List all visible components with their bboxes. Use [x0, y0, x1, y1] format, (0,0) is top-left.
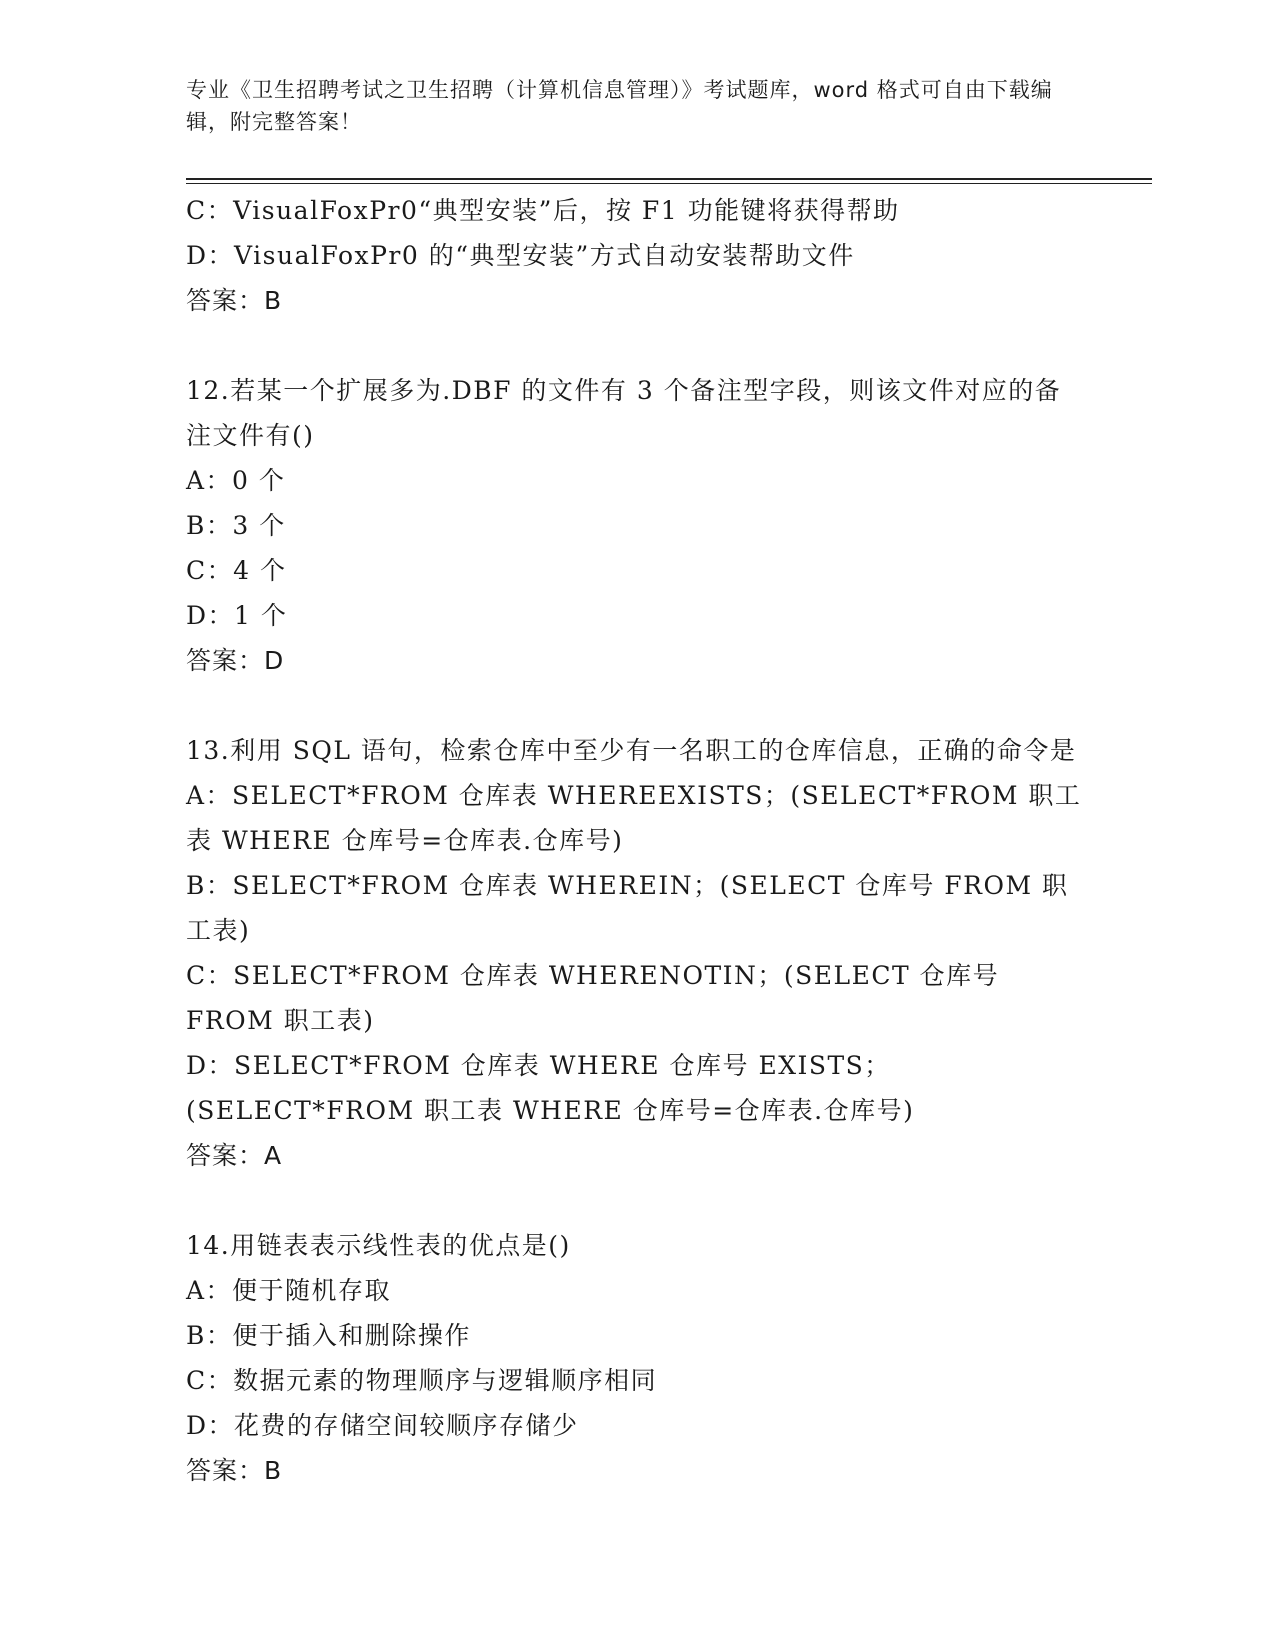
option-a: A：0 个 — [186, 466, 286, 495]
question-text: 12.若某一个扩展多为.DBF 的文件有 3 个备注型字段，则该文件对应的备注文件有() — [186, 376, 1062, 450]
question-text: 14.用链表表示线性表的优点是() — [186, 1231, 571, 1260]
option-c: C：4 个 — [186, 556, 287, 585]
option-c: C：数据元素的物理顺序与逻辑顺序相同 — [186, 1366, 658, 1395]
option-c: C：SELECT*FROM 仓库表 WHERENOTIN；(SELECT 仓库号 FROM 职工表) — [186, 961, 1000, 1035]
option-b: B：SELECT*FROM 仓库表 WHEREIN；(SELECT 仓库号 FROM 职工表) — [186, 871, 1069, 945]
answer: 答案：A — [186, 1141, 283, 1170]
header-rule-thin — [186, 183, 1152, 184]
question-list — [186, 188, 1086, 1493]
option-d: D：VisualFoxPr0 的“典型安装”方式自动安装帮助文件 — [186, 241, 855, 270]
question-14 — [186, 1223, 1086, 1493]
option-b: B：便于插入和删除操作 — [186, 1321, 471, 1350]
option-d: D：SELECT*FROM 仓库表 WHERE 仓库号 EXISTS；(SELECT*FROM 职工表 WHERE 仓库号=仓库表.仓库号) — [186, 1051, 915, 1125]
answer: 答案：B — [186, 1456, 283, 1485]
option-a: A：便于随机存取 — [186, 1276, 392, 1305]
option-b: B：3 个 — [186, 511, 286, 540]
option-d: D：1 个 — [186, 601, 288, 630]
question-13 — [186, 728, 1086, 1178]
option-d: D：花费的存储空间较顺序存储少 — [186, 1411, 579, 1440]
answer: 答案：D — [186, 646, 285, 675]
question-prev — [186, 188, 1086, 323]
spacer — [186, 683, 1086, 728]
option-a: A：SELECT*FROM 仓库表 WHEREEXISTS；(SELECT*FROM 职工表 WHERE 仓库号=仓库表.仓库号) — [186, 781, 1082, 855]
spacer — [186, 1178, 1086, 1223]
option-c: C：VisualFoxPr0“典型安装”后，按 F1 功能键将获得帮助 — [186, 196, 900, 225]
header-rule-thick — [186, 178, 1152, 180]
answer: 答案：B — [186, 286, 283, 315]
spacer — [186, 323, 1086, 368]
document-header: 专业《卫生招聘考试之卫生招聘（计算机信息管理）》考试题库，word 格式可自由下载编辑，附完整答案！ — [186, 78, 1053, 134]
question-12 — [186, 368, 1086, 683]
question-text: 13.利用 SQL 语句，检索仓库中至少有一名职工的仓库信息，正确的命令是 — [186, 736, 1077, 765]
